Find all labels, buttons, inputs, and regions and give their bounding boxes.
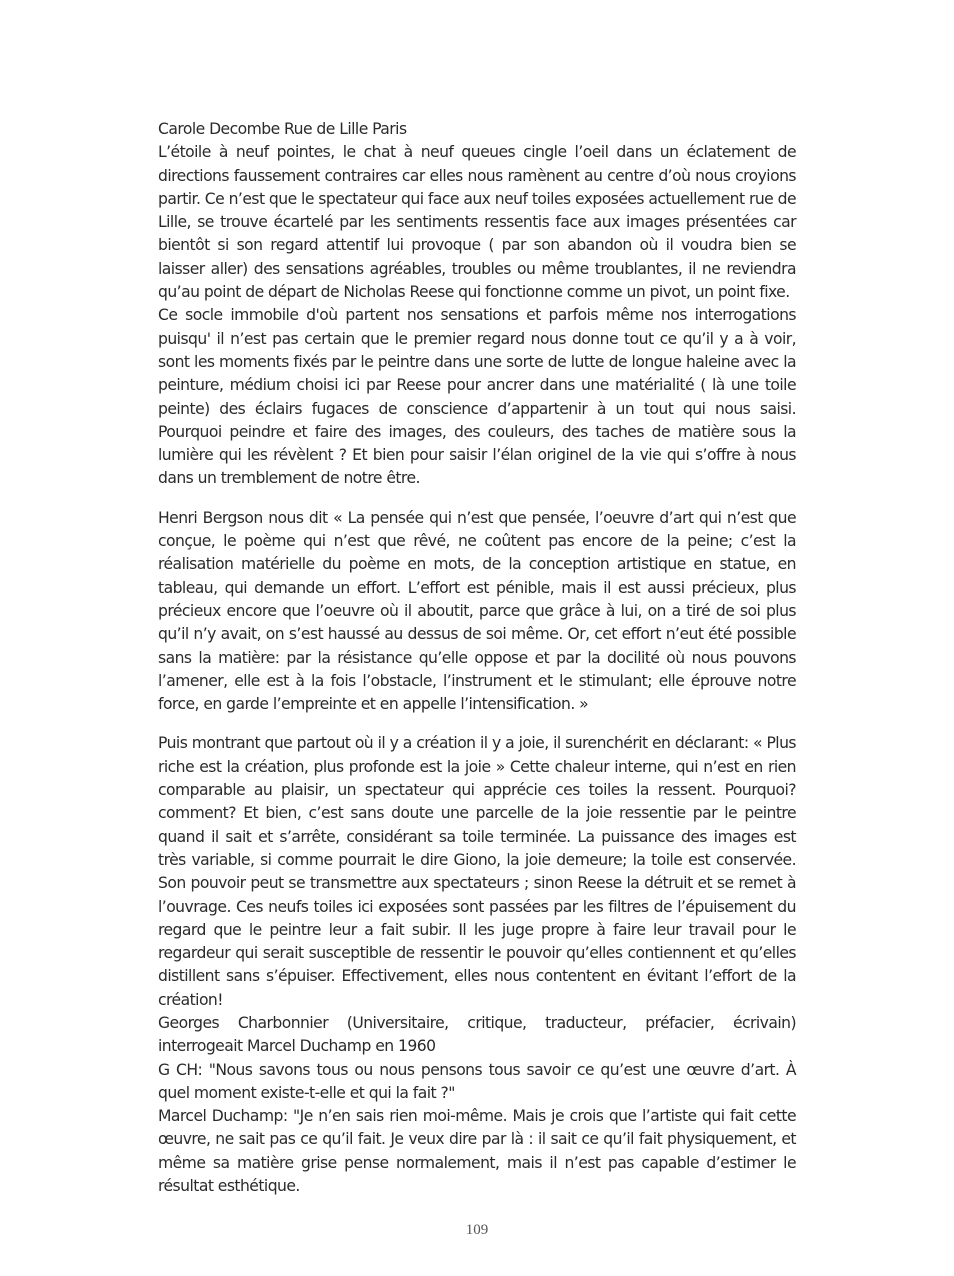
- paragraph-joie: Puis montrant que partout où il y a création il y a joie, il surenchérit en déclarant: « Plus riche est la création, plus profonde est la joie » Cette chaleur interne, qui n’est en rien comparable au plaisir, un spectateur qui apprécie ces toiles la ressent. Pourquoi? comment? Et bien, c’est sans doute une parcelle de la joie ressentie par le peintre quand il sait et s’arrête, considérant sa toile terminée. La puissance des images est très variable, si comme pourrait le dire Giono, la joie demeure; la toile est conservée. Son pouvoir peut se transmettre aux spectateurs ; sinon Reese la détruit et se remet à l’ouvrage. Ces neufs toiles ici exposées sont passées par les filtres de l’épuisement du regard que le peintre leur a fait subir. Il les juge propre à faire leur travail pour le regardeur qui serait susceptible de ressentir le pouvoir qu’elles contiennent et qu’elles distillent sans s’épuiser. Effectivement, elles nous contentent en évitant l’effort de la création!: [158, 734, 796, 1009]
- paragraph-gch-question: G CH: "Nous savons tous ou nous pensons tous savoir ce qu’est une œuvre d’art. À quel moment existe-t-elle et qui la fait ?": [158, 1060, 796, 1102]
- paragraph-etoile: L’étoile à neuf pointes, le chat à neuf queues cingle l’oeil dans un éclatement de directions faussement contraires car elles nous ramènent au centre d’où nous croyions partir. Ce n’est que le spectateur qui face aux neuf toiles exposées actuellement rue de Lille, se trouve écartelé par les sentiments ressentis face aux images présentées car bientôt si son regard attentif lui provoque ( par son abandon où il voudra bien se laisser aller) des sensations agréables, troubles ou même troublantes, il ne reviendra qu’au point de départ de Nicholas Reese qui fonctionne comme un pivot, un point fixe.: [158, 143, 797, 302]
- paragraph-duchamp-answer: Marcel Duchamp: "Je n’en sais rien moi-même. Mais je crois que l’artiste qui fait cette œuvre, ne sait pas ce qu’il fait. Je veux dire par là : il sait ce qu’il fait physiquement, et même sa matière grise pense normalement, mais il n’est pas capable d’estimer le résultat esthétique.: [158, 1107, 796, 1196]
- page-body: [158, 118, 796, 1198]
- paragraph-bergson-quote: Henri Bergson nous dit « La pensée qui n’est que pensée, l’oeuvre d’art qui n’est que conçue, le poème qui n’est que rêvé, ne coûtent pas encore de la peine; c’est la réalisation matérielle du poème en mots, de la conception artistique en statue, en tableau, qui demande un effort. L’effort est pénible, mais il est aussi précieux, plus précieux encore que l’oeuvre où il aboutit, parce que grâce à lui, on a tiré de soi plus qu’il n’y avait, on s’est haussé au dessus de soi même. Or, cet effort n’eut été possible sans la matière: par la résistance qu’elle oppose et par la docilité où nous pouvons l’amener, elle est à la fois l’obstacle, l’instrument et le stimulant; elle éprouve notre force, en garde l’empreinte et en appelle l’intensification. »: [158, 508, 796, 714]
- paragraph-charbonnier: Georges Charbonnier (Universitaire, critique, traducteur, préfacier, écrivain) interrogeait Marcel Duchamp en 1960: [158, 1013, 796, 1056]
- header-line: Carole Decombe Rue de Lille Paris: [158, 120, 407, 138]
- paragraph-socle: Ce socle immobile d'où partent nos sensations et parfois même nos interrogations puisqu' il n’est pas certain que le premier regard nous donne tout ce qu’il y a à voir, sont les moments fixés par le peintre dans une sorte de lutte de longue haleine avec la peinture, médium choisi ici par Reese pour ancrer dans une matérialité ( là une toile peinte) des éclairs fugaces de conscience d’appartenir à un tout qui nous saisi. Pourquoi peindre et faire des images, des couleurs, des taches de matière sous la lumière qui les révèlent ? Et bien pour saisir l’élan originel de la vie qui s’offre à nous dans un tremblement de notre être.: [158, 306, 796, 488]
- page-number: 109: [465, 1222, 489, 1238]
